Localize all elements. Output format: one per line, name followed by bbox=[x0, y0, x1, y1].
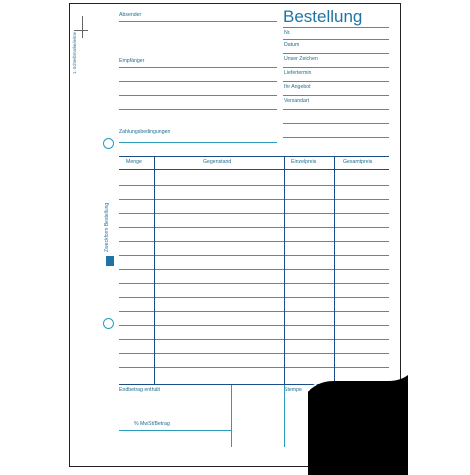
col-header-menge: Menge bbox=[126, 159, 142, 165]
footer-divider-2 bbox=[284, 385, 285, 447]
zahlungsbedingungen-line bbox=[119, 142, 277, 143]
absender-line bbox=[119, 21, 277, 22]
col-divider-1 bbox=[154, 156, 155, 384]
empfaenger-line-4 bbox=[119, 109, 277, 110]
empfaenger-line-2 bbox=[119, 81, 277, 82]
nr-label: Nr. bbox=[284, 30, 291, 36]
table-row bbox=[119, 213, 389, 214]
ihr-angebot-label: Ihr Angebot bbox=[284, 84, 311, 90]
col-header-gegenstand: Gegenstand bbox=[203, 159, 232, 165]
col-divider-2 bbox=[284, 156, 285, 384]
table-row bbox=[119, 325, 389, 326]
mwst-line bbox=[119, 430, 231, 431]
table-row bbox=[119, 297, 389, 298]
liefertermin-line bbox=[283, 81, 389, 82]
zahlungsbedingungen-label: Zahlungsbedingungen bbox=[119, 129, 171, 135]
table-row bbox=[119, 255, 389, 256]
table-row bbox=[119, 241, 389, 242]
right-extra-line-2 bbox=[283, 137, 389, 138]
punch-hole-top bbox=[103, 138, 114, 149]
brand-text: Zweckform Bestellung bbox=[104, 202, 110, 252]
fold-mark-top bbox=[74, 30, 88, 31]
mwst-label: % MwSt/Betrag bbox=[134, 421, 170, 427]
ihr-angebot-line bbox=[283, 95, 389, 96]
footer-divider-1 bbox=[231, 385, 232, 447]
table-header-rule bbox=[119, 169, 389, 170]
table-row bbox=[119, 227, 389, 228]
table-row bbox=[119, 353, 389, 354]
table-top-rule bbox=[119, 156, 389, 157]
unser-zeichen-label: Unser Zeichen bbox=[284, 56, 318, 62]
col-divider-3 bbox=[334, 156, 335, 384]
col-header-einzelpreis: Einzelpreis bbox=[291, 159, 317, 165]
liefertermin-label: Liefertermin bbox=[284, 70, 312, 76]
empfaenger-line-3 bbox=[119, 95, 277, 96]
page-curl-corner bbox=[308, 375, 408, 475]
punch-hole-bottom bbox=[103, 318, 114, 329]
stempel-label: Stempe bbox=[284, 387, 302, 393]
nr-line bbox=[283, 39, 389, 40]
fold-mark-label: 1. Schreibmarke/ierine bbox=[72, 32, 77, 74]
table-row bbox=[119, 185, 389, 186]
right-extra-line-1 bbox=[283, 123, 389, 124]
form-title: Bestellung bbox=[283, 7, 363, 26]
datum-label: Datum bbox=[284, 42, 300, 48]
col-header-gesamtpreis: Gesamtpreis bbox=[343, 159, 373, 165]
table-row bbox=[119, 367, 389, 368]
table-row bbox=[119, 199, 389, 200]
empfaenger-line-1 bbox=[119, 67, 277, 68]
versandart-label: Versandart bbox=[284, 98, 310, 104]
table-row bbox=[119, 339, 389, 340]
title-underline bbox=[283, 27, 389, 28]
empfaenger-label: Empfänger bbox=[119, 58, 145, 64]
table-row bbox=[119, 269, 389, 270]
unser-zeichen-line bbox=[283, 67, 389, 68]
absender-label: Absender bbox=[119, 12, 142, 18]
table-row bbox=[119, 311, 389, 312]
brand-logo-icon bbox=[106, 256, 114, 266]
table-row bbox=[119, 283, 389, 284]
endbetrag-label: Endbetrag enthält bbox=[119, 387, 160, 393]
versandart-line bbox=[283, 109, 389, 110]
datum-line bbox=[283, 53, 389, 54]
fold-mark-vertical bbox=[82, 16, 83, 38]
